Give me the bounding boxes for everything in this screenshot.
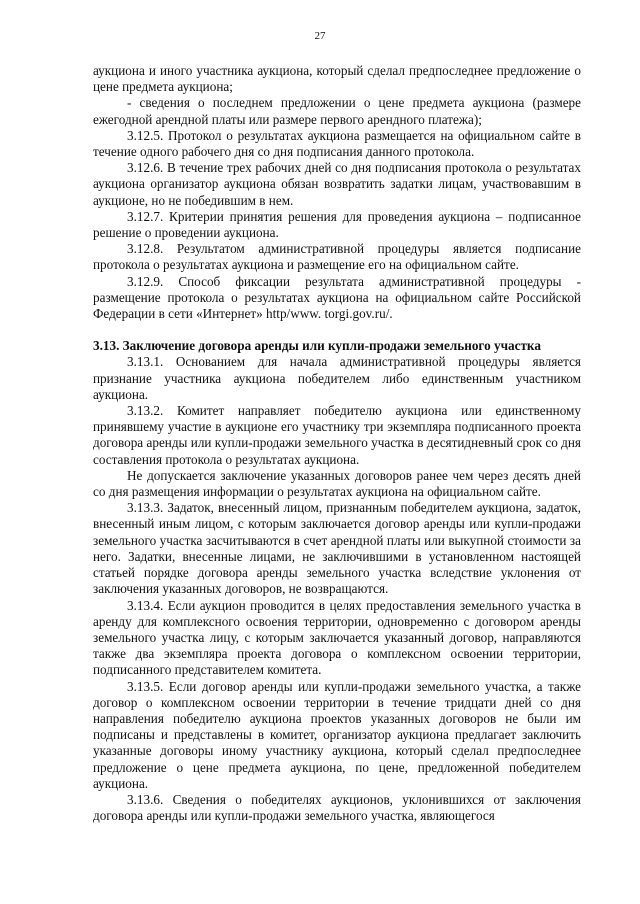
paragraph-bullet-last-offer: - сведения о последнем предложении о цене предмета аукциона (размере ежегодной арендной платы или размере первого арендного платежа); [93,95,581,127]
document-body [93,63,581,824]
paragraph-3-12-6: 3.12.6. В течение трех рабочих дней со дня подписания протокола о результатах аукциона организатор аукциона обязан возвратить задатки лицам, участвовавшим в аукционе, но не победившим в нем. [93,160,581,208]
paragraph-3-13-5: 3.13.5. Если договор аренды или купли-продажи земельного участка, а также договор о комплексном освоении территории в течение тридцати дней со дня направления победителю аукциона проектов указанных договоров не были им подписаны и представлены в комитет, организатор аукциона предлагает заключить указанные договоры иному участнику аукциона, который сделал предпоследнее предложение о цене предмета аукциона, по цене, предложенной победителем аукциона. [93,678,581,791]
paragraph-no-early-contract: Не допускается заключение указанных договоров ранее чем через десять дней со дня размещения информации о результатах аукциона на официальном сайте. [93,467,581,500]
paragraph-3-13-3: 3.13.3. Задаток, внесенный лицом, признанным победителем аукциона, задаток, внесенный иным лицом, с которым заключается договор аренды или купли-продажи земельного участка засчитываются в счет арендной платы или выкупной стоимости за него. Задатки, внесенные лицами, не заключившими в установленном настоящей статьей порядке договора аренды земельного участка вследствие уклонения от заключения указанных договоров, не возвращаются. [93,500,581,597]
paragraph-continuation: аукциона и иного участника аукциона, который сделал предпоследнее предложение о цене предмета аукциона; [93,63,581,95]
paragraph-3-12-7: 3.12.7. Критерии принятия решения для проведения аукциона – подписанное решение о проведении аукциона. [93,208,581,241]
paragraph-3-13-6: 3.13.6. Сведения о победителях аукционов, уклонившихся от заключения договора аренды или купли-продажи земельного участка, являющегося [93,791,581,824]
paragraph-3-13-4: 3.13.4. Если аукцион проводится в целях предоставления земельного участка в аренду для комплексного освоения территории, одновременно с договором аренды земельного участка лицу, с которым заключается указанный договор, направляются также два экземпляра проекта договора о комплексном освоении территории, подписанного представителем комитета. [93,597,581,678]
paragraph-3-13-1: 3.13.1. Основанием для начала административной процедуры является признание участника аукциона победителем либо единственным участником аукциона. [93,354,581,402]
paragraph-3-12-5: 3.12.5. Протокол о результатах аукциона размещается на официальном сайте в течение одного рабочего дня со дня подписания данного протокола. [93,127,581,160]
paragraph-3-12-8: 3.12.8. Результатом административной процедуры является подписание протокола о результатах аукциона и размещение его на официальном сайте. [93,241,581,273]
paragraph-3-12-9: 3.12.9. Способ фиксации результата административной процедуры - размещение протокола о результатах аукциона на официальном сайте Российской Федерации в сети «Интернет» http/www. torgi.gov.ru/. [93,273,581,322]
paragraph-3-13-2: 3.13.2. Комитет направляет победителю аукциона или единственному принявшему участие в аукционе его участнику три экземпляра подписанного проекта договора аренды или купли-продажи земельного участка в десятидневный срок со дня составления протокола о результатах аукциона. [93,403,581,467]
page-number: 27 [314,30,326,42]
section-heading-3-13: 3.13. Заключение договора аренды или купли-продажи земельного участка [93,338,541,354]
